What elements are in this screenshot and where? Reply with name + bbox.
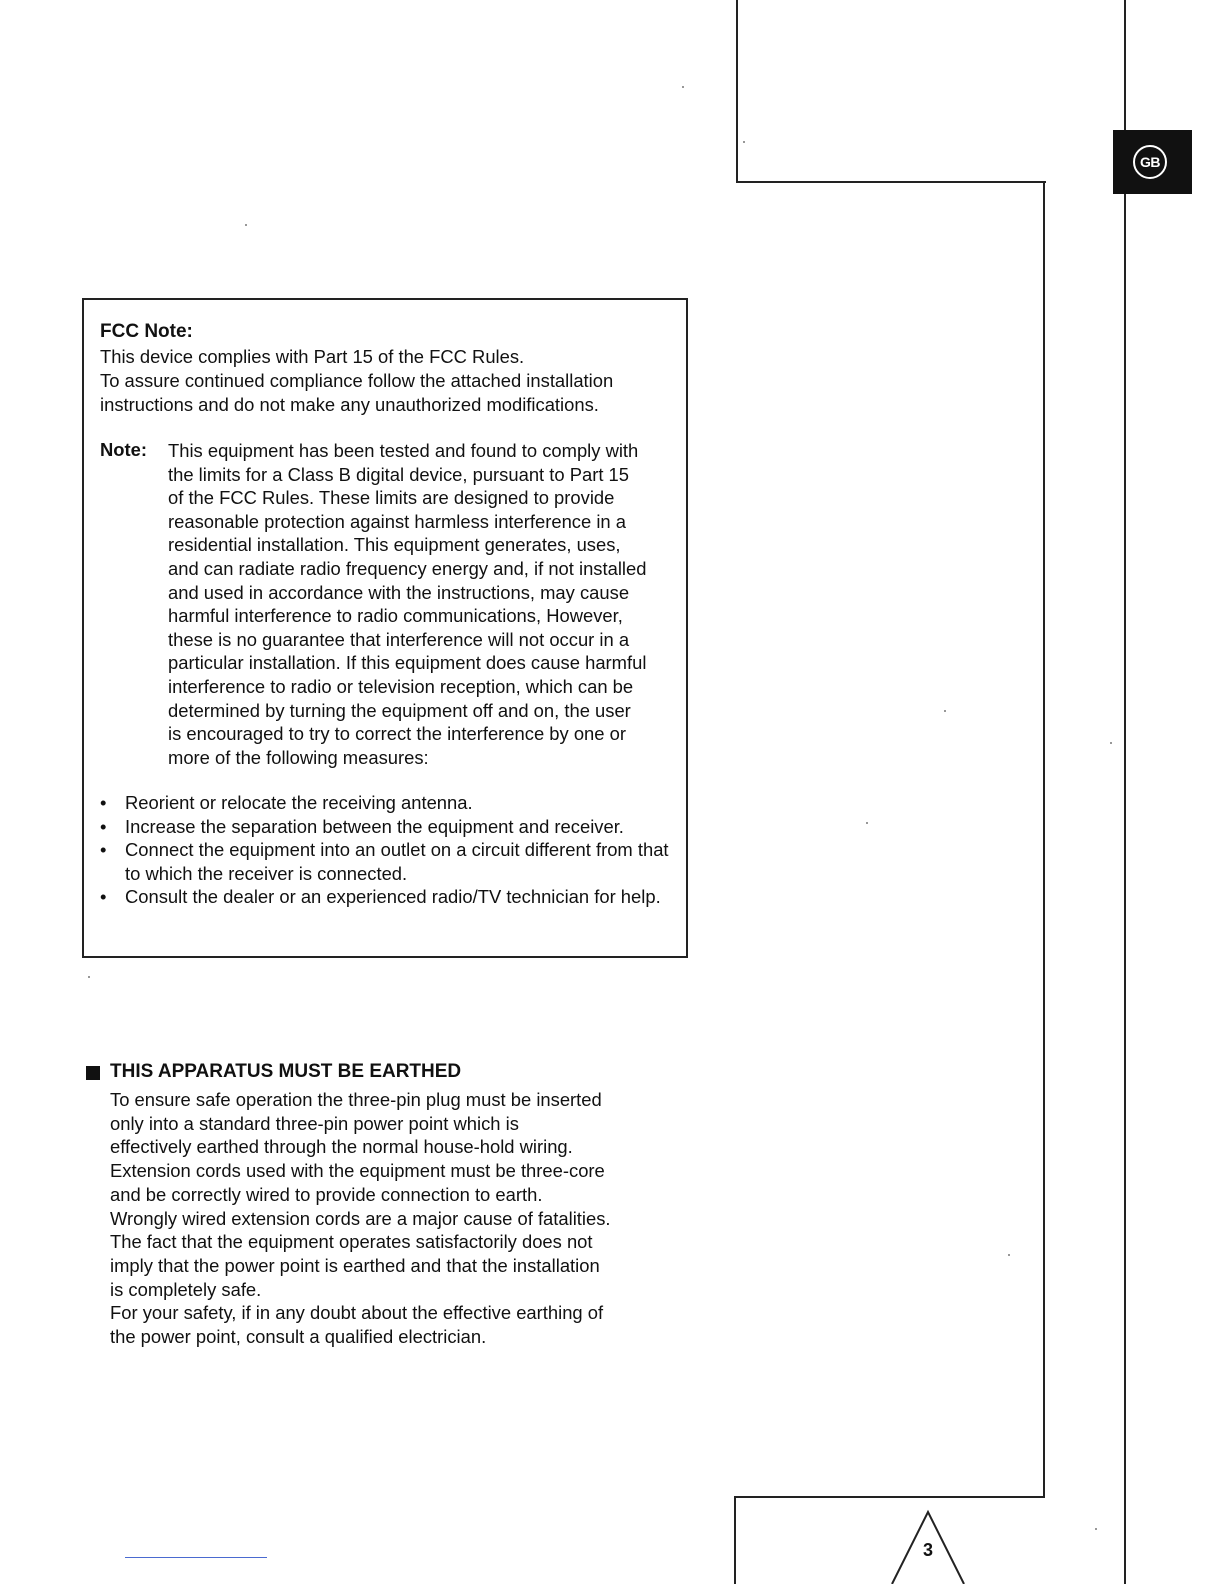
measure-item: • Connect the equipment into an outlet on a circuit different from that to which the receiver is connected. <box>100 838 680 885</box>
note-line: of the FCC Rules. These limits are designed to provide <box>168 487 615 509</box>
fcc-note-box <box>82 298 688 958</box>
note-line: is encouraged to try to correct the interference by one or <box>168 723 626 745</box>
scan-speck <box>682 86 684 88</box>
language-badge: GB <box>1133 145 1167 179</box>
note-line: reasonable protection against harmless interference in a <box>168 510 626 532</box>
scan-speck <box>1095 1528 1097 1530</box>
scan-speck <box>88 976 90 978</box>
scan-speck <box>866 822 868 824</box>
note-line: these is no guarantee that interference will not occur in a <box>168 628 630 650</box>
note-line: particular installation. If this equipment does cause harmful <box>168 652 647 674</box>
earthing-line: effectively earthed through the normal house-hold wiring. <box>110 1136 573 1158</box>
note-line: residential installation. This equipment generates, uses, <box>168 534 621 556</box>
earthing-line: Wrongly wired extension cords are a major cause of fatalities. <box>110 1207 611 1229</box>
scan-speck <box>245 224 247 226</box>
section-bullet-square <box>86 1066 100 1080</box>
note-paragraph <box>168 439 688 769</box>
note-label: Note: <box>100 439 147 460</box>
note-line: more of the following measures: <box>168 746 429 768</box>
earthing-paragraph <box>110 1088 670 1349</box>
note-line: This equipment has been tested and found to comply with <box>168 440 639 461</box>
frame-line-right-edge <box>1124 0 1126 1584</box>
earthing-line: the power point, consult a qualified electrician. <box>110 1326 487 1348</box>
decorative-blue-line <box>125 1557 267 1558</box>
earthing-line: imply that the power point is earthed and that the installation <box>110 1254 600 1276</box>
note-line: interference to radio or television reception, which can be <box>168 675 634 697</box>
earthing-line: For your safety, if in any doubt about the effective earthing of <box>110 1302 604 1324</box>
fcc-intro-line: To assure continued compliance follow the attached installation <box>100 370 614 391</box>
earthing-line: only into a standard three-pin power point which is <box>110 1112 519 1134</box>
language-tab <box>1113 130 1192 194</box>
earthing-line: Extension cords used with the equipment must be three-core <box>110 1160 605 1182</box>
measure-item: • Consult the dealer or an experienced radio/TV technician for help. <box>100 885 680 909</box>
frame-line-middle <box>1043 181 1045 1498</box>
note-line: harmful interference to radio communications, However, <box>168 605 623 627</box>
scan-speck <box>944 710 946 712</box>
note-line: and used in accordance with the instructions, may cause <box>168 581 630 603</box>
frame-line-top-horizontal <box>736 181 1046 183</box>
measures-list <box>100 791 680 909</box>
fcc-intro-line: instructions and do not make any unauthorized modifications. <box>100 394 599 415</box>
scan-speck <box>743 141 745 143</box>
measure-item: • Increase the separation between the equipment and receiver. <box>100 815 680 839</box>
note-line: the limits for a Class B digital device, pursuant to Part 15 <box>168 463 630 485</box>
earthing-heading: THIS APPARATUS MUST BE EARTHED <box>110 1061 462 1082</box>
earthing-line: The fact that the equipment operates satisfactorily does not <box>110 1231 593 1253</box>
earthing-line: To ensure safe operation the three-pin plug must be inserted <box>110 1089 602 1110</box>
earthing-line: and be correctly wired to provide connection to earth. <box>110 1183 543 1205</box>
measure-item: • Reorient or relocate the receiving antenna. <box>100 791 680 815</box>
fcc-note-title: FCC Note: <box>100 321 193 342</box>
frame-line-bottom-left <box>734 1496 736 1584</box>
frame-line-top-left <box>736 0 738 183</box>
frame-line-bottom-horizontal <box>734 1496 1045 1498</box>
earthing-line: is completely safe. <box>110 1278 262 1300</box>
scan-speck <box>1008 1254 1010 1256</box>
note-line: determined by turning the equipment off and on, the user <box>168 699 631 721</box>
fcc-intro-line: This device complies with Part 15 of the FCC Rules. <box>100 346 525 367</box>
page-number: 3 <box>922 1540 933 1560</box>
scan-speck <box>1110 742 1112 744</box>
note-line: and can radiate radio frequency energy and, if not installed <box>168 557 647 579</box>
